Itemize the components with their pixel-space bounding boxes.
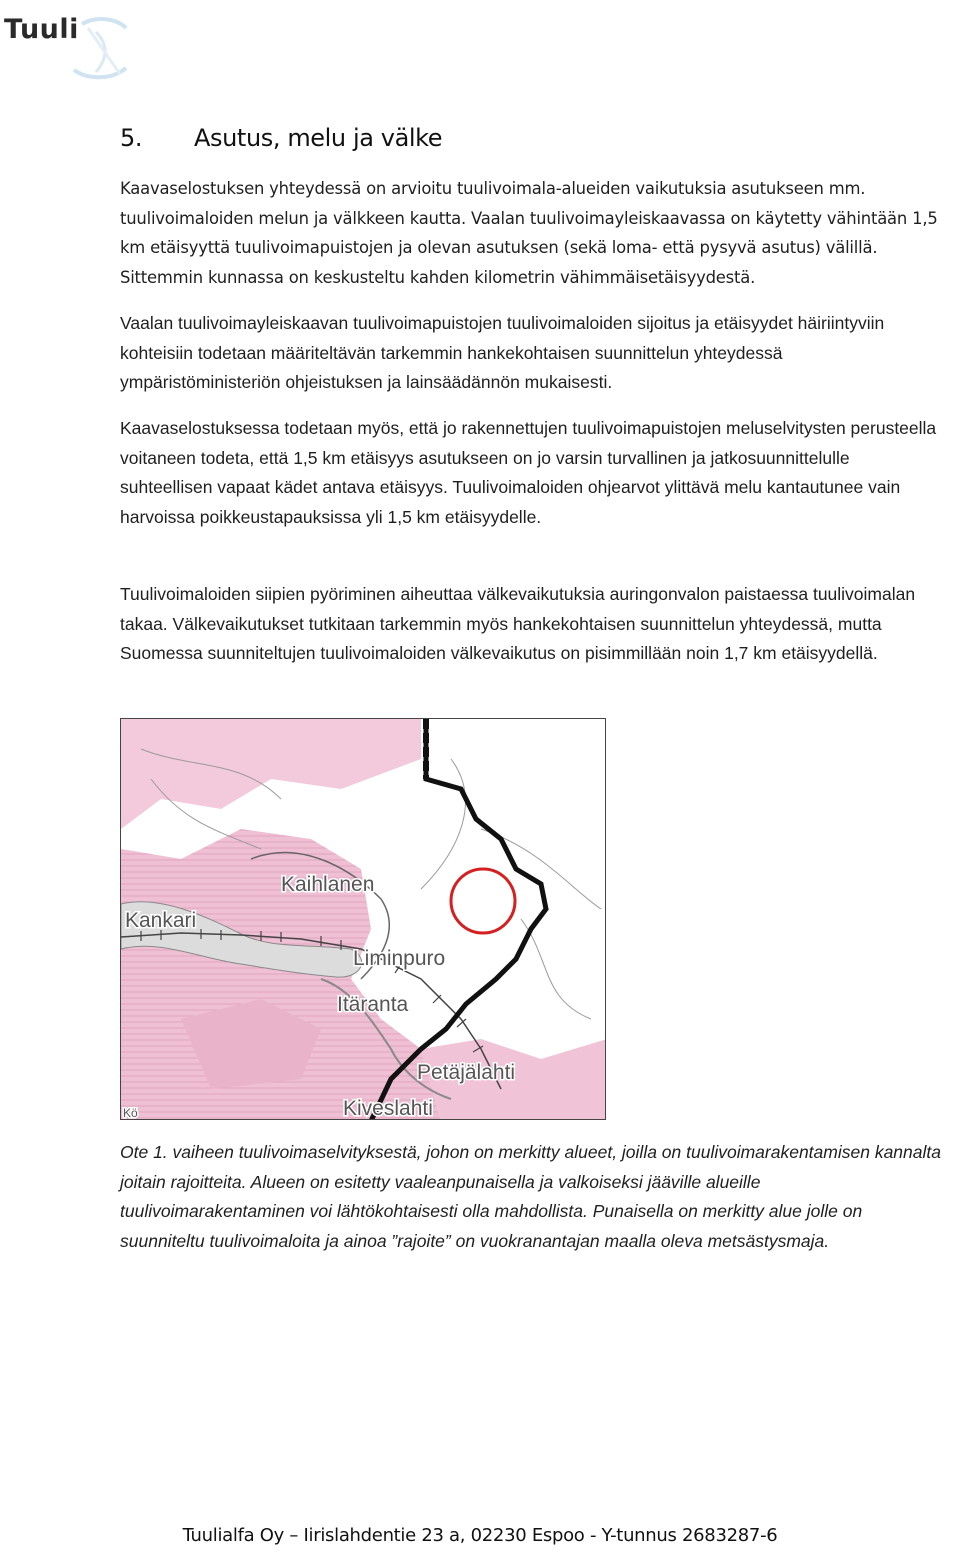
- map-label-petajalahti: Petäjälahti: [417, 1061, 516, 1084]
- map-label-kiveslahti: Kiveslahti: [343, 1097, 433, 1120]
- logo-text: Tuuli: [4, 14, 79, 45]
- map-label-liminpuro: Liminpuro: [353, 947, 446, 970]
- map-figure: [120, 718, 606, 1120]
- map-label-kankari: Kankari: [125, 909, 197, 932]
- map-svg: [121, 719, 606, 1120]
- map-label-kaihlanen: Kaihlanen: [281, 873, 375, 896]
- page-footer: Tuulialfa Oy – Iirislahdentie 23 a, 02230 Espoo - Y-tunnus 2683287-6: [182, 1525, 778, 1546]
- paragraph-2: Vaalan tuulivoimayleiskaavan tuulivoimapuistojen tuulivoimaloiden sijoitus ja etäisyydet häiriintyviin kohteisiin todetaan määriteltävän tarkemmin hankekohtaisen suunnittelun yhteydessä ympäristöministeriön ohjeistuksen ja lainsäädännön mukaisesti.: [120, 313, 885, 392]
- section-title: Asutus, melu ja välke: [194, 124, 443, 152]
- figure-caption: Ote 1. vaiheen tuulivoimaselvityksestä, johon on merkitty alueet, joilla on tuulivoimarakentamisen kannalta joitain rajoitteita. Alueen on esitetty vaaleanpunaisella ja valkoiseksi jääville alueille tuulivoimarakentaminen voi lähtökohtaisesti olla mahdollista. Punaisella on merkitty alue jolle on suunniteltu tuulivoimaloita ja ainoa ”rajoite” on vuokranantajan maalla oleva metsästysmaja.: [120, 1142, 941, 1251]
- section-number: 5.: [120, 124, 143, 152]
- map-label-itaranta: Itäranta: [337, 993, 409, 1016]
- map-label-ko: Kö: [123, 1106, 138, 1120]
- paragraph-3: Kaavaselostuksessa todetaan myös, että jo rakennettujen tuulivoimapuistojen meluselvitysten perusteella voitaneen todeta, että 1,5 km etäisyys asutukseen on jo varsin turvallinen ja jatkosuunnittelulle suhteellisen vapaat kädet antava etäisyys. Tuulivoimaloiden ohjearvot ylittävä melu kantautunee vain harvoissa poikkeustapauksissa yli 1,5 km etäisyydelle.: [120, 418, 937, 527]
- paragraph-1: Kaavaselostuksen yhteydessä on arvioitu tuulivoimala-alueiden vaikutuksia asutukseen mm. tuulivoimaloiden melun ja välkkeen kautta. Vaalan tuulivoimayleiskaavassa on käytetty vähintään 1,5 km etäisyyttä tuulivoimapuistojen ja olevan asutuksen (sekä loma- että pysyvä asutus) välillä. Sittemmin kunnassa on keskusteltu kahden kilometrin vähimmäisetäisyydestä.: [120, 179, 938, 287]
- paragraph-4: Tuulivoimaloiden siipien pyöriminen aiheuttaa välkevaikutuksia auringonvalon paistaessa tuulivoimalan takaa. Välkevaikutukset tutkitaan tarkemmin myös hankekohtaisen suunnittelun yhteydessä, mutta Suomessa suunniteltujen tuulivoimaloiden välkevaikutus on pisimmillään noin 1,7 km etäisyydellä.: [120, 584, 916, 663]
- pink-area-north: [121, 719, 421, 829]
- planned-area-marker: [451, 869, 515, 933]
- section-heading: [120, 124, 442, 152]
